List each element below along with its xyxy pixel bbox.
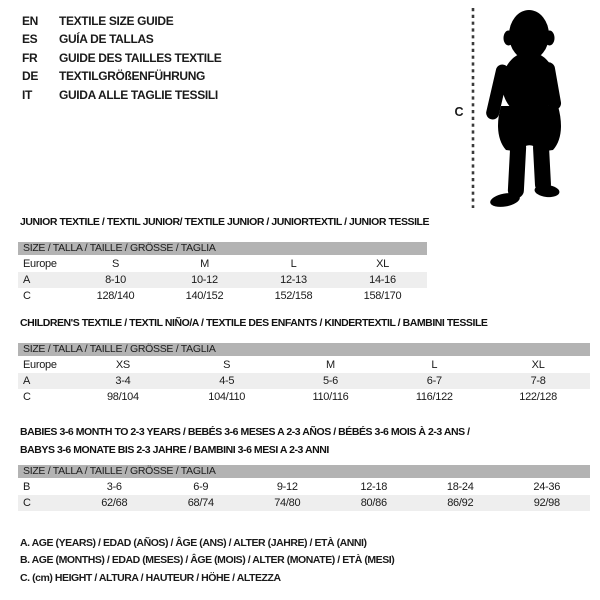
babies-size-table — [18, 465, 590, 511]
size-cell: L — [431, 359, 438, 371]
age-cell: 4-5 — [219, 375, 235, 387]
size-cell: L — [290, 258, 297, 270]
language-row-it — [22, 86, 221, 104]
section-title-line: CHILDREN'S TEXTILE / TEXTIL NIÑO/A / TEXTILE DES ENFANTS / KINDERTEXTIL / BAMBINI TESSILE — [20, 317, 488, 329]
age-cell: 12-18 — [360, 481, 388, 493]
age-cell: 14-16 — [369, 274, 396, 286]
table-header-bar: SIZE / TALLA / TAILLE / GRÖSSE / TAGLIA — [18, 465, 590, 478]
size-cell: S — [223, 359, 231, 371]
guide-title-fr: GUIDE DES TAILLES TEXTILE — [59, 50, 222, 65]
height-cell: 158/170 — [363, 290, 402, 302]
section-title-line: JUNIOR TEXTILE / TEXTIL JUNIOR/ TEXTILE JUNIOR / JUNIORTEXTIL / JUNIOR TESSILE — [20, 216, 430, 228]
height-cell: 98/104 — [106, 391, 139, 403]
language-code: DE — [22, 69, 38, 84]
size-cell: M — [326, 359, 335, 371]
section-title-babies — [20, 424, 470, 460]
children-size-table — [18, 343, 590, 405]
height-cell: 116/122 — [415, 391, 453, 403]
size-cell: XL — [376, 258, 389, 270]
height-cell: 110/116 — [312, 391, 349, 403]
footnote-c: C. (cm) HEIGHT / ALTURA / HAUTEUR / HÖHE / ALTEZZA — [20, 571, 281, 584]
age-cell: 7-8 — [530, 375, 546, 387]
row-label: Europe — [23, 359, 57, 371]
table-row-age-months — [18, 479, 590, 495]
age-cell: 9-12 — [276, 481, 298, 493]
height-cell: 62/68 — [101, 497, 128, 509]
row-label: C — [23, 391, 31, 403]
height-label-c: C — [454, 105, 464, 119]
row-label: C — [23, 290, 31, 302]
language-row-fr — [22, 49, 221, 67]
height-cell: 104/110 — [208, 391, 246, 403]
footnote-a: A. AGE (YEARS) / EDAD (AÑOS) / ÂGE (ANS) / ALTER (JAHRE) / ETÀ (ANNI) — [20, 537, 367, 549]
language-title-list — [22, 12, 221, 104]
row-label: B — [23, 481, 31, 493]
size-cell: M — [200, 258, 209, 270]
table-row-height — [18, 288, 427, 304]
language-row-en — [22, 12, 221, 30]
footnote-legend — [20, 535, 394, 587]
age-cell: 10-12 — [191, 274, 218, 286]
guide-title-es: GUÍA DE TALLAS — [59, 32, 154, 47]
height-cell: 86/92 — [447, 497, 474, 509]
row-label: A — [23, 375, 31, 387]
age-cell: 6-7 — [426, 375, 442, 387]
table-row-height — [18, 389, 590, 405]
language-row-es — [22, 30, 221, 48]
age-cell: 6-9 — [193, 481, 209, 493]
table-header-bar: SIZE / TALLA / TAILLE / GRÖSSE / TAGLIA — [18, 242, 427, 255]
language-code: IT — [22, 87, 32, 102]
language-code: EN — [22, 14, 38, 28]
height-cell: 128/140 — [96, 290, 135, 302]
footnote-b: B. AGE (MONTHS) / EDAD (MESES) / ÂGE (MOIS) / ALTER (MONATE) / ETÀ (MESI) — [20, 554, 395, 567]
table-row-europe — [18, 256, 427, 272]
age-cell: 12-13 — [280, 274, 307, 286]
guide-title-en: TEXTILE SIZE GUIDE — [59, 14, 174, 28]
guide-title-de: TEXTILGRÖßENFÜHRUNG — [59, 69, 206, 84]
row-label: Europe — [23, 258, 57, 270]
height-cell: 74/80 — [274, 497, 301, 509]
age-cell: 8-10 — [105, 274, 126, 286]
age-cell: 3-6 — [106, 481, 122, 493]
section-title-children — [20, 317, 487, 329]
height-cell: 122/128 — [519, 391, 557, 403]
row-label: C — [23, 497, 31, 509]
age-cell: 18-24 — [446, 481, 474, 493]
age-cell: 5-6 — [322, 375, 338, 387]
row-label: A — [23, 274, 31, 286]
table-row-europe — [18, 357, 590, 373]
baby-silhouette-icon — [485, 10, 562, 209]
guide-title-it: GUIDA ALLE TAGLIE TESSILI — [59, 87, 218, 102]
table-header-bar: SIZE / TALLA / TAILLE / GRÖSSE / TAGLIA — [18, 343, 590, 356]
size-cell: XL — [531, 359, 545, 371]
section-title-junior — [20, 216, 429, 228]
table-row-age — [18, 373, 590, 389]
section-title-line: BABYS 3-6 MONATE BIS 2-3 JAHRE / BAMBINI 3-6 MESI A 2-3 ANNI — [20, 443, 329, 456]
height-cell: 152/158 — [274, 290, 313, 302]
height-cell: 80/86 — [360, 497, 387, 509]
height-cell: 92/98 — [533, 497, 560, 509]
language-code: FR — [22, 50, 38, 65]
junior-size-table — [18, 242, 427, 304]
height-cell: 68/74 — [187, 497, 214, 509]
table-row-age — [18, 272, 427, 288]
table-row-height — [18, 495, 590, 511]
height-cell: 140/152 — [185, 290, 224, 302]
age-cell: 3-4 — [115, 375, 131, 387]
size-cell: XS — [115, 359, 130, 371]
size-cell: S — [111, 258, 120, 270]
age-cell: 24-36 — [533, 481, 561, 493]
section-title-line: BABIES 3-6 MONTH TO 2-3 YEARS / BEBÉS 3-6 MESES A 2-3 AÑOS / BÉBÉS 3-6 MOIS À 2-3 ANS / — [20, 426, 470, 438]
language-code: ES — [22, 32, 38, 47]
language-row-de — [22, 67, 221, 85]
